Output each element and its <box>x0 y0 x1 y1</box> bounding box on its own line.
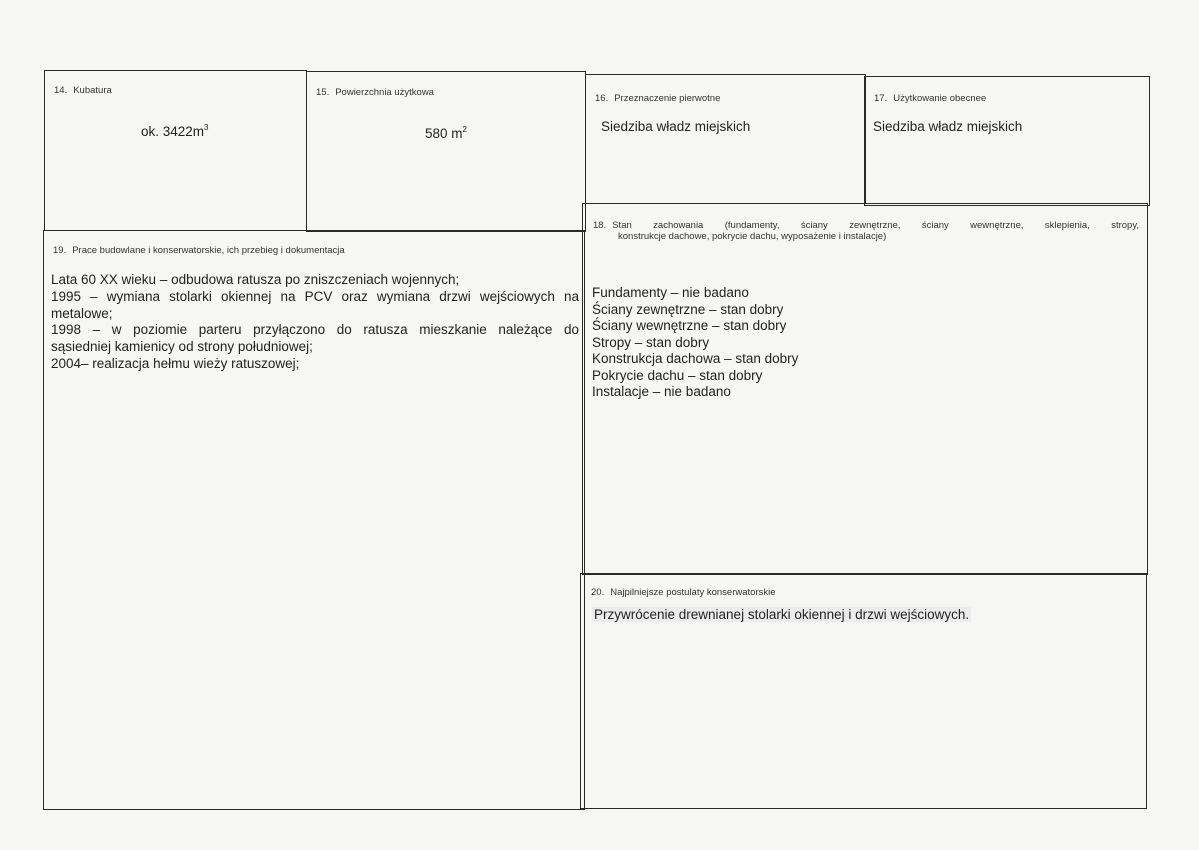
field-18-number: 18. <box>593 220 607 231</box>
field-19-prace-budowlane <box>43 230 585 810</box>
field-20-value: Przywrócenie drewnianej stolarki okiennej i drzwi wejściowych. <box>594 607 970 622</box>
field-16-number: 16. <box>595 93 609 104</box>
list-item: Stropy – stan dobry <box>592 334 710 350</box>
field-14-number: 14. <box>54 85 68 96</box>
field-14-label <box>54 85 112 96</box>
field-17-uzytkowanie <box>864 76 1150 206</box>
field-17-number: 17. <box>874 93 888 104</box>
field-19-number: 19. <box>53 245 67 256</box>
list-item: Ściany zewnętrzne – stan dobry <box>592 301 784 317</box>
field-18-label-line2: konstrukcje dachowe, pokrycie dachu, wyposażenie i instalacje) <box>618 231 887 242</box>
field-20-label <box>591 587 776 598</box>
list-item: Fundamenty – nie badano <box>592 285 749 300</box>
field-16-label <box>595 93 720 104</box>
text-line: 1998 – w poziomie parteru przyłączono do ratusza mieszkanie należące do <box>51 322 579 338</box>
field-16-przeznaczenie <box>585 74 866 204</box>
field-14-kubatura <box>44 70 307 231</box>
list-item: Pokrycie dachu – stan dobry <box>592 367 763 383</box>
field-20-postulaty <box>580 573 1147 809</box>
field-15-label <box>316 87 434 98</box>
field-15-label-text: Powierzchnia użytkowa <box>335 87 434 98</box>
list-item: Instalacje – nie badano <box>592 384 731 399</box>
list-item: Konstrukcja dachowa – stan dobry <box>592 351 799 366</box>
field-18-label-line1: Stan zachowania (fundamenty, ściany zewnętrzne, ściany wewnętrzne, sklepienia, stropy, <box>612 220 1139 231</box>
field-15-value-text: 580 m <box>425 126 463 141</box>
text-line: metalowe; <box>51 305 113 321</box>
field-20-label-text: Najpilniejsze postulaty konserwatorskie <box>610 587 776 598</box>
list-item: Ściany wewnętrzne – stan dobry <box>592 318 787 333</box>
field-18-label <box>593 220 1139 242</box>
field-17-label-text: Użytkowanie obecnee <box>893 93 987 104</box>
field-18-stan-zachowania <box>582 203 1148 575</box>
field-16-label-text: Przeznaczenie pierwotne <box>614 93 721 104</box>
field-14-value-text: ok. 3422m <box>141 124 205 139</box>
field-16-value: Siedziba władz miejskich <box>601 119 751 134</box>
field-19-label <box>53 245 345 256</box>
text-line: sąsiedniej kamienicy od strony południowej; <box>51 339 313 355</box>
field-15-value <box>425 125 467 141</box>
text-line: 2004– realizacja hełmu wieży ratuszowej; <box>51 355 300 371</box>
field-19-text <box>51 272 579 373</box>
field-17-label <box>874 93 986 104</box>
field-15-powierzchnia <box>306 71 586 232</box>
field-14-label-text: Kubatura <box>73 85 112 96</box>
field-17-value: Siedziba władz miejskich <box>873 119 1023 134</box>
text-line: Lata 60 XX wieku – odbudowa ratusza po zniszczeniach wojennych; <box>51 272 460 287</box>
field-15-number: 15. <box>316 87 330 98</box>
field-14-value-sup: 3 <box>204 123 209 132</box>
field-18-list <box>592 285 798 401</box>
field-14-value <box>141 123 209 139</box>
text-line: 1995 – wymiana stolarki okiennej na PCV oraz wymiana drzwi wejściowych na <box>51 288 579 304</box>
field-19-label-text: Prace budowlane i konserwatorskie, ich przebieg i dokumentacja <box>72 245 345 256</box>
field-15-value-sup: 2 <box>462 125 467 134</box>
field-20-number: 20. <box>591 587 605 598</box>
